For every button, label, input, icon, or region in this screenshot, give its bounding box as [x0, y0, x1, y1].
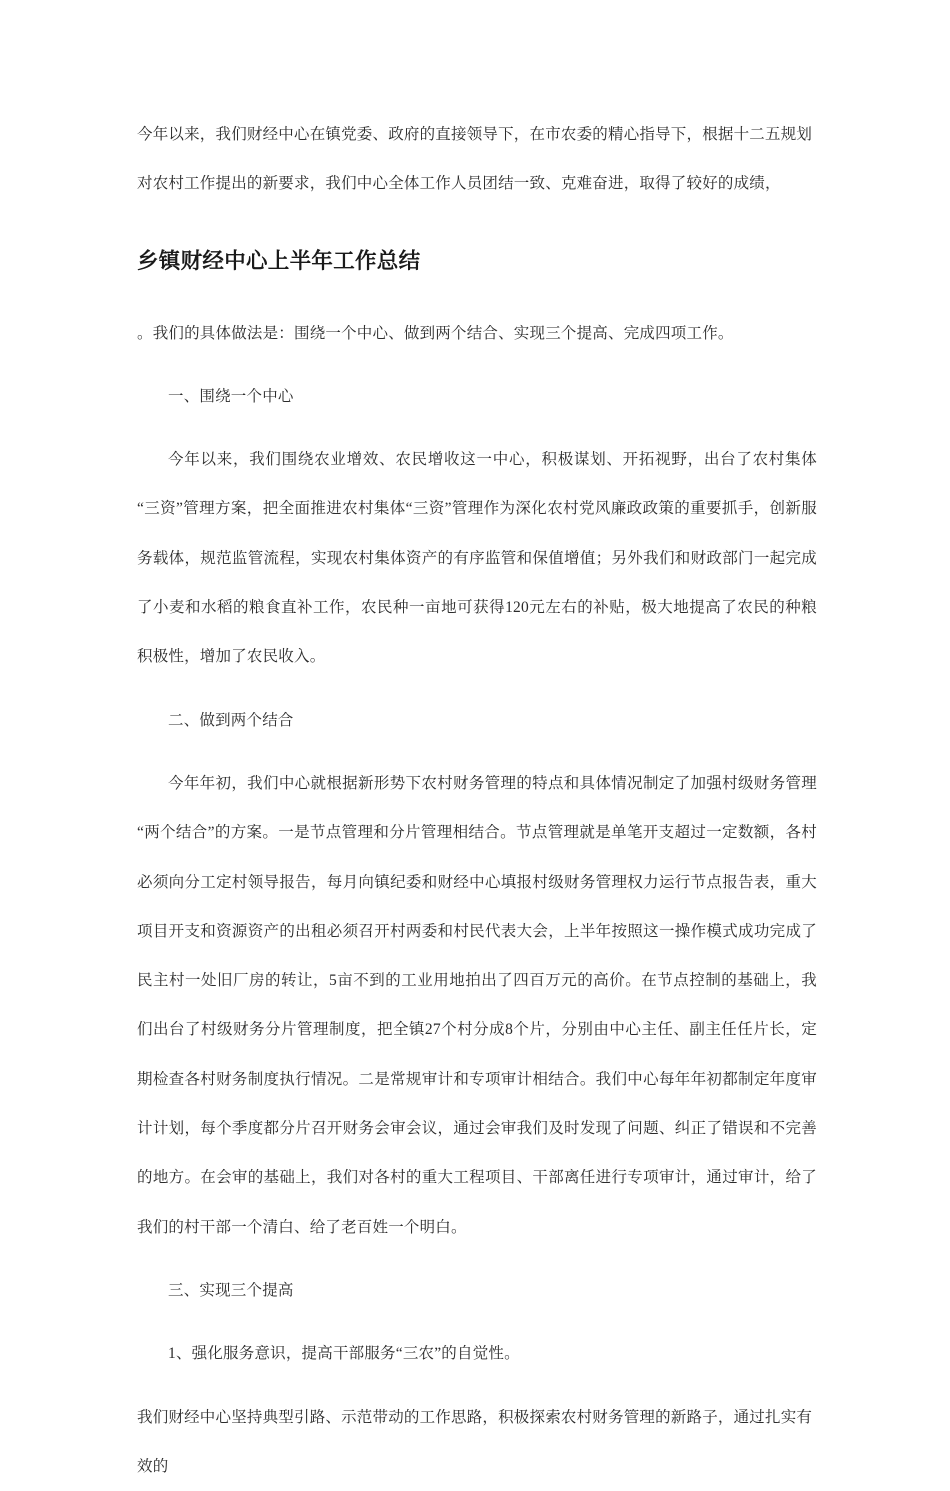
method-summary-line: 。我们的具体做法是：围绕一个中心、做到两个结合、实现三个提高、完成四项工作。: [137, 324, 734, 342]
spacer-5: [137, 1252, 817, 1266]
section-heading-2: 二、做到两个结合: [168, 711, 294, 729]
spacer-2: [137, 421, 817, 435]
section-3-paragraph-1: 我们财经中心坚持典型引路、示范带动的工作思路，积极探索农村财务管理的新路子，通过扎实有效的: [137, 1408, 813, 1475]
spacer-6: [137, 1315, 817, 1329]
spacer-4: [137, 745, 817, 759]
section-1-paragraph-1: 今年以来，我们围绕农业增效、农民增收这一中心，积极谋划、开拓视野，出台了农村集体“三资”管理方案，把全面推进农村集体“三资”管理作为深化农村党风廉政政策的重要抓手，创新服务载体，规范监管流程，实现农村集体资产的有序监管和保值增值；另外我们和财政部门一起完成了小麦和水稻的粮食直补工作，农民种一亩地可获得120元左右的补贴，极大地提高了农民的种粮积极性，增加了农民收入。: [137, 451, 817, 666]
document-title: 乡镇财经中心上半年工作总结: [137, 248, 421, 274]
spacer-before-title: [137, 209, 817, 245]
document-body: [137, 110, 817, 1491]
spacer-1: [137, 358, 817, 372]
spacer-after-title: [137, 279, 817, 309]
spacer-3: [137, 682, 817, 696]
section-2-paragraph-1: 今年年初，我们中心就根据新形势下农村财务管理的特点和具体情况制定了加强村级财务管理“两个结合”的方案。一是节点管理和分片管理相结合。节点管理就是单笔开支超过一定数额，各村必须向分工定村领导报告，每月向镇纪委和财经中心填报村级财务管理权力运行节点报告表，重大项目开支和资源资产的出租必须召开村两委和村民代表大会，上半年按照这一操作模式成功完成了民主村一处旧厂房的转让，5亩不到的工业用地拍出了四百万元的高价。在节点控制的基础上，我们出台了村级财务分片管理制度，把全镇27个村分成8个片，分别由中心主任、副主任任片长，定期检查各村财务制度执行情况。二是常规审计和专项审计相结合。我们中心每年年初都制定年度审计计划，每个季度都分片召开财务会审会议，通过会审我们及时发现了问题、纠正了错误和不完善的地方。在会审的基础上，我们对各村的重大工程项目、干部离任进行专项审计，通过审计，给了我们的村干部一个清白、给了老百姓一个明白。: [137, 774, 817, 1236]
section-heading-3: 三、实现三个提高: [168, 1281, 294, 1299]
section-heading-1: 一、围绕一个中心: [168, 387, 294, 405]
section-3-subheading: 1、强化服务意识，提高干部服务“三农”的自觉性。: [168, 1345, 520, 1363]
lead-paragraph: 今年以来，我们财经中心在镇党委、政府的直接领导下，在市农委的精心指导下，根据十二五规划对农村工作提出的新要求，我们中心全体工作人员团结一致、克难奋进，取得了较好的成绩，: [137, 126, 813, 193]
spacer-7: [137, 1379, 817, 1393]
